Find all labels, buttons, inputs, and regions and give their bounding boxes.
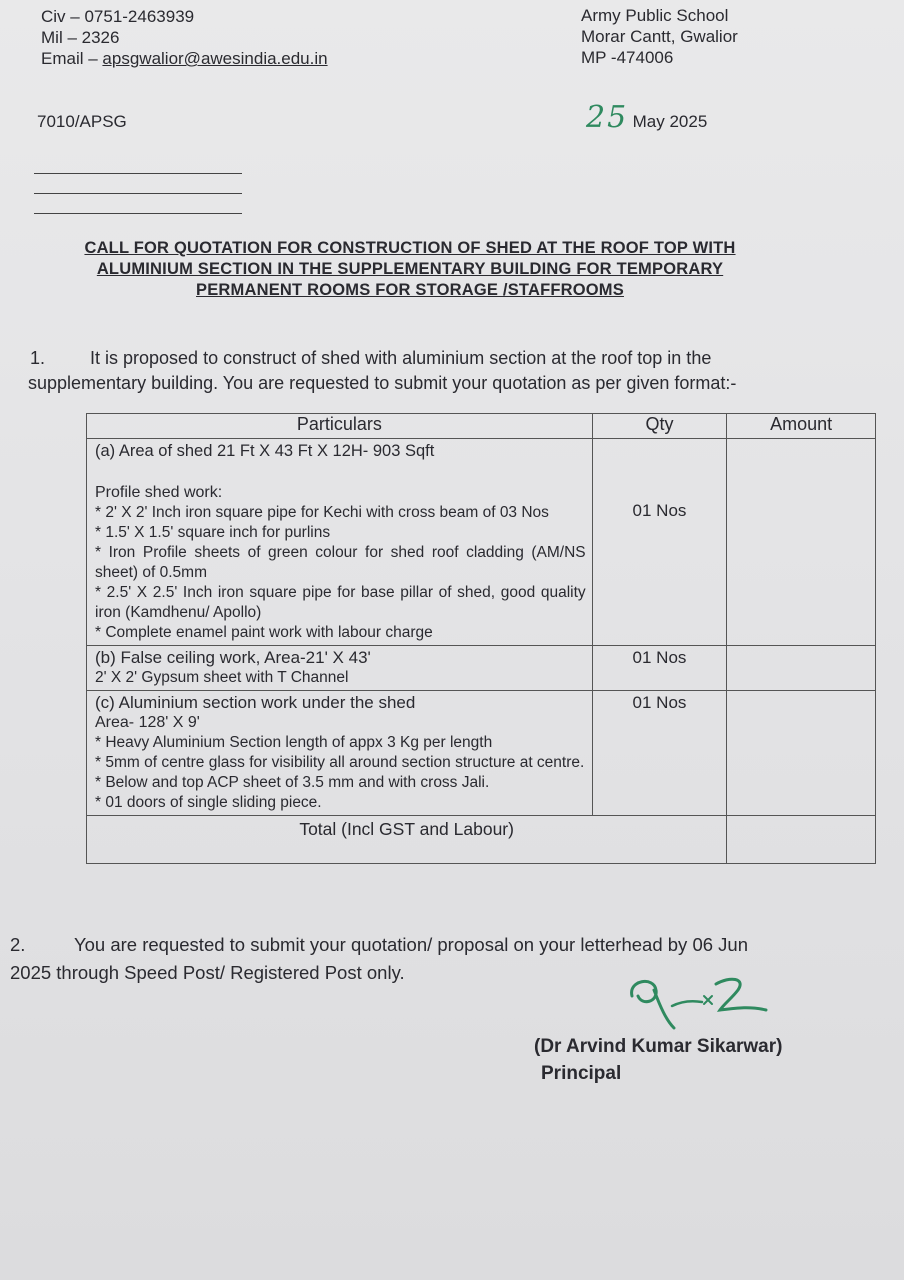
item-c-bullet-2: * 5mm of centre glass for visibility all around section structure at centre.	[95, 754, 585, 771]
item-c-qty-cell	[592, 691, 727, 816]
civ-phone: Civ – 0751-2463939	[41, 7, 195, 26]
item-c-bullet-4: * 01 doors of single sliding piece.	[95, 794, 322, 811]
item-c-title: (c) Aluminium section work under the shed	[95, 693, 416, 712]
signature-block	[534, 1033, 782, 1087]
header-particulars: Particulars	[87, 414, 593, 439]
item-c-subheading: Area- 128' X 9'	[95, 714, 200, 731]
table-row-total	[87, 816, 876, 864]
school-pin: MP -474006	[581, 48, 674, 67]
item-a-amount-cell	[727, 439, 876, 646]
school-name: Army Public School	[581, 6, 729, 25]
email-link[interactable]: apsgwalior@awesindia.edu.in	[102, 49, 328, 68]
signatory-name: (Dr Arvind Kumar Sikarwar)	[534, 1036, 783, 1057]
item-b-amount-cell	[727, 646, 876, 691]
title-line-1: CALL FOR QUOTATION FOR CONSTRUCTION OF SHED AT THE ROOF TOP WITH	[84, 239, 736, 257]
address-blank-line	[34, 193, 242, 194]
address-blank-line	[34, 213, 242, 214]
item-b-qty: 01 Nos	[632, 648, 687, 667]
title-line-2: ALUMINIUM SECTION IN THE SUPPLEMENTARY BUILDING FOR TEMPORARY	[96, 260, 724, 278]
item-a-bullet-2: * 1.5' X 1.5' square inch for purlins	[95, 524, 331, 541]
item-a-subheading: Profile shed work:	[95, 484, 223, 501]
school-address: Morar Cantt, Gwalior	[581, 27, 738, 46]
date-day-handwritten: 25	[586, 100, 629, 135]
total-label: Total (Incl GST and Labour)	[87, 816, 727, 864]
quotation-table	[86, 413, 876, 864]
mil-phone: Mil – 2326	[41, 28, 120, 47]
item-c-qty: 01 Nos	[632, 693, 687, 712]
item-a-bullet-1: * 2' X 2' Inch iron square pipe for Kechi with cross beam of 03 Nos	[95, 504, 549, 521]
signatory-designation: Principal	[541, 1063, 622, 1084]
document-title	[20, 238, 800, 301]
item-a-qty: 01 Nos	[632, 501, 687, 520]
para2-number: 2.	[10, 934, 26, 955]
item-b-particulars	[87, 646, 593, 691]
para1-line-1: It is proposed to construct of shed with aluminium section at the roof top in the	[90, 348, 712, 368]
item-a-title: (a) Area of shed 21 Ft X 43 Ft X 12H- 903 Sqft	[95, 442, 435, 460]
address-blank-line	[34, 173, 242, 174]
school-address-block	[581, 5, 738, 68]
reference-number: 7010/APSG	[37, 112, 127, 131]
total-amount-cell	[727, 816, 876, 864]
table-row-item-a	[87, 439, 876, 646]
para1-number: 1.	[30, 348, 46, 368]
item-a-bullet-5: * Complete enamel paint work with labour charge	[95, 624, 433, 641]
item-b-qty-cell	[592, 646, 727, 691]
date-month-year: May 2025	[632, 112, 708, 131]
signature-scribble-icon	[620, 966, 780, 1036]
date	[586, 100, 707, 135]
table-row-item-c	[87, 691, 876, 816]
item-a-qty-cell	[592, 439, 727, 646]
item-a-bullet-3: * Iron Profile sheets of green colour for shed roof cladding (AM/NS sheet) of 0.5mm	[95, 544, 586, 581]
email-label: Email –	[41, 49, 103, 68]
signature-mark	[620, 966, 780, 1041]
table-header-row	[87, 414, 876, 439]
contact-block	[41, 6, 328, 69]
para2-line-1: You are requested to submit your quotation/ proposal on your letterhead by 06 Jun	[74, 934, 748, 955]
para1-line-2: supplementary building. You are requested to submit your quotation as per given format:-	[28, 373, 737, 393]
para2-line-2: 2025 through Speed Post/ Registered Post only.	[10, 962, 405, 983]
paragraph-1	[30, 346, 860, 396]
header-amount: Amount	[727, 414, 876, 439]
item-c-bullet-1: * Heavy Aluminium Section length of appx 3 Kg per length	[95, 734, 493, 751]
item-c-particulars	[87, 691, 593, 816]
title-line-3: PERMANENT ROOMS FOR STORAGE /STAFFROOMS	[196, 281, 624, 299]
email-line	[41, 48, 328, 69]
item-c-bullet-3: * Below and top ACP sheet of 3.5 mm and with cross Jali.	[95, 774, 490, 791]
item-b-title: (b) False ceiling work, Area-21' X 43'	[95, 648, 371, 667]
item-a-bullet-4: * 2.5' X 2.5' Inch iron square pipe for base pillar of shed, good quality iron (Kamdhenu/ Apollo)	[95, 584, 586, 621]
item-a-particulars	[87, 439, 593, 646]
table-row-item-b	[87, 646, 876, 691]
item-b-subheading: 2' X 2' Gypsum sheet with T Channel	[95, 669, 349, 686]
header-qty: Qty	[592, 414, 727, 439]
item-c-amount-cell	[727, 691, 876, 816]
